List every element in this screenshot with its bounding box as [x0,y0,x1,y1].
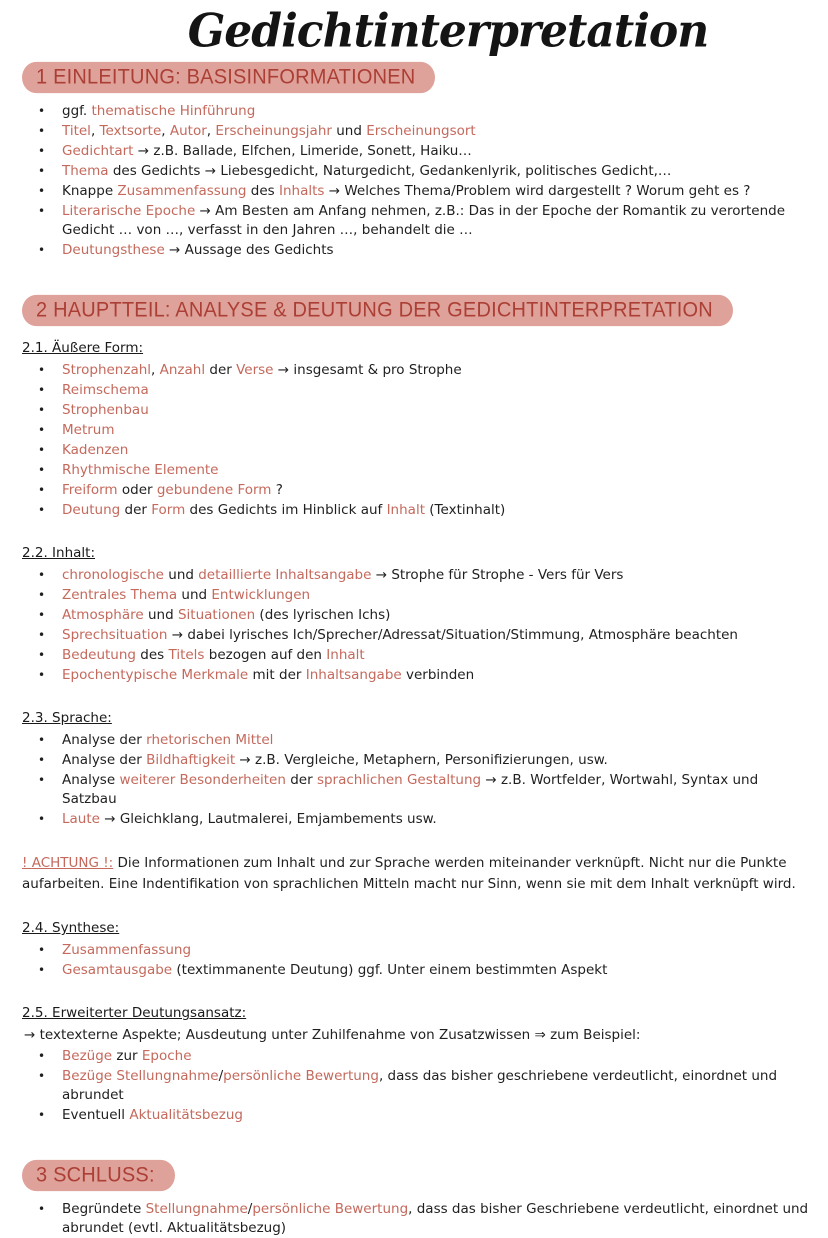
text-segment: (des lyrischen Ichs) [255,607,391,623]
text-segment: Inhaltsangabe [305,667,402,683]
subsection-title: 2.1. Äußere Form: [22,340,144,356]
section-hauptteil [22,296,814,1125]
text-segment: Atmosphäre [62,607,144,623]
text-segment: chronologische [62,567,164,583]
text-segment: Kadenzen [62,442,129,458]
text-segment: und [177,587,212,603]
text-segment: ? [271,482,283,498]
text-segment: → insgesamt & pro Strophe [273,362,462,378]
section-heading-highlight: 1 EINLEITUNG: BASISINFORMATIONEN [22,62,435,93]
text-segment: thematische Hinführung [91,103,256,119]
text-segment: Analyse der [62,752,147,768]
list-item [22,361,814,380]
text-segment: Anzahl [159,362,206,378]
bullet-list [22,102,814,260]
text-segment: Stellungnahme [145,1201,248,1217]
text-segment: bezogen auf den [204,647,327,663]
text-segment: Analyse der [62,732,147,748]
text-segment: Verse [236,362,274,378]
text-segment: des Gedichts → Liebesgedicht, Naturgedicht, Gedankenlyrik, politisches Gedicht,… [108,163,672,179]
text-segment: Zusammenfassung [117,183,247,199]
list-item [22,646,814,665]
list-item [22,751,814,770]
list-item [22,666,814,685]
text-segment: der [285,772,317,788]
list-item [22,481,814,500]
list-item [22,162,814,181]
section-einleitung [22,63,814,260]
text-segment: persönliche Bewertung [252,1201,409,1217]
text-segment: der [205,362,237,378]
text-segment: Analyse [62,772,120,788]
attention-note [22,853,814,895]
text-segment: Epoche [141,1048,192,1064]
list-item [22,1200,814,1238]
list-item [22,102,814,121]
text-segment: und [163,567,199,583]
list-item [22,731,814,750]
text-segment: Freiform [62,482,118,498]
section-heading-highlight: 2 HAUPTTEIL: ANALYSE & DEUTUNG DER GEDICHTINTERPRETATION [22,295,733,326]
text-segment: (textimmanente Deutung) ggf. Unter einem bestimmten Aspekt [172,962,608,978]
text-segment: Situationen [177,607,256,623]
text-segment: Die Informationen zum Inhalt und zur Sprache werden miteinander verknüpft. Nicht nur die Punkte aufarbeiten. Eine Indentifikation von sprachlichen Mitteln macht nur Sinn, wenn sie mit dem Inhalt verknüpft wird. [22,855,796,892]
text-segment: des [246,183,279,199]
list-item [22,1106,814,1125]
text-segment: verbinden [401,667,475,683]
list-item [22,441,814,460]
text-segment: → textexterne Aspekte; Ausdeutung unter Zuhilfenahme von Zusatzwissen ⇒ zum Beispiel: [24,1027,641,1043]
text-segment: des Gedichts im Hinblick auf [185,502,387,518]
text-segment: mit der [248,667,306,683]
text-segment: Inhalts [278,183,325,199]
sections [22,63,814,1238]
text-segment: Literarische Epoche [62,203,196,219]
subsection-title: 2.3. Sprache: [22,710,112,726]
text-segment: Rhythmische Elemente [62,462,219,478]
list-item [22,461,814,480]
page-title: Gedichtinterpretation [187,4,709,59]
text-segment: Laute [62,811,100,827]
text-segment: Form [151,502,186,518]
list-item [22,566,814,585]
list-item [22,142,814,161]
list-item [22,941,814,960]
bullet-list [22,731,814,829]
text-segment: Zentrales Thema [62,587,178,603]
text-segment: detaillierte Inhaltsangabe [198,567,372,583]
list-item [22,381,814,400]
text-segment: Epochentypische Merkmale [62,667,249,683]
text-segment: Knappe [62,183,118,199]
list-item [22,1067,814,1105]
text-segment: → Strophe für Strophe - Vers für Vers [371,567,624,583]
text-segment: Inhalt [386,502,425,518]
list-item [22,1047,814,1066]
text-segment: oder [117,482,157,498]
text-segment: Thema [62,163,109,179]
bullet-list [22,1047,814,1125]
arrow-lead-line [24,1026,814,1045]
list-item [22,810,814,829]
text-segment: , [151,362,160,378]
text-segment: des [135,647,169,663]
text-segment: rhetorischen Mittel [146,732,274,748]
subsection-title: 2.5. Erweiterter Deutungsansatz: [22,1005,247,1021]
text-segment: Deutung [62,502,121,518]
text-segment: → Welches Thema/Problem wird dargestellt ? Worum geht es ? [324,183,751,199]
text-segment: ! ACHTUNG !: [22,855,114,871]
text-segment: Titel [62,123,91,139]
text-segment: → dabei lyrisches Ich/Sprecher/Adressat/Situation/Stimmung, Atmosphäre beachten [167,627,738,643]
bullet-list [22,361,814,520]
list-item [22,771,814,809]
bullet-list [22,566,814,685]
text-segment: , [206,123,216,139]
text-segment: Sprechsituation [62,627,168,643]
text-segment: Erscheinungsjahr [215,123,332,139]
text-segment: Begründete [62,1201,146,1217]
list-item [22,606,814,625]
list-item [22,202,810,240]
text-segment: Inhalt [326,647,365,663]
text-segment: , dass das bisher Geschriebene verdeutlicht, einordnet und abrundet (evtl. Aktualitätsbezug) [62,1201,809,1236]
text-segment: Aktualitätsbezug [129,1107,243,1123]
list-item [22,122,814,141]
text-segment: Zusammenfassung [62,942,192,958]
list-item [22,501,814,520]
text-segment: → Am Besten am Anfang nehmen, z.B.: Das in der Epoche der Romantik zu verortende Gedicht … von …, verfasst in den Jahren …, behandelt die … [62,203,786,238]
text-segment: Strophenzahl [62,362,152,378]
text-segment: Gedichtart [62,143,134,159]
list-item [22,401,814,420]
text-segment: / [218,1068,224,1084]
bullet-list [22,1200,814,1238]
text-segment: Textsorte [99,123,162,139]
text-segment: Gesamtausgabe [62,962,173,978]
list-item [22,421,814,440]
text-segment: Bezüge [62,1048,113,1064]
text-segment: Autor [169,123,207,139]
text-segment: Strophenbau [62,402,149,418]
text-segment: Bezüge Stellungnahme [62,1068,219,1084]
text-segment: Eventuell [62,1107,130,1123]
subsection-title: 2.4. Synthese: [22,920,120,936]
text-segment: , dass das bisher geschriebene verdeutlicht, einordnet und abrundet [62,1068,778,1103]
text-segment: Reimschema [62,382,149,398]
text-segment: Titels [168,647,205,663]
text-segment: → z.B. Wortfelder, Wortwahl, Syntax und Satzbau [62,772,759,807]
text-segment: Bildhaftigkeit [146,752,236,768]
section-heading-highlight: 3 SCHLUSS: [22,1160,175,1191]
text-segment: Erscheinungsort [366,123,476,139]
text-segment: → Aussage des Gedichts [164,242,334,258]
text-segment: und [143,607,178,623]
list-item [22,241,814,260]
list-item [22,182,814,201]
list-item [22,626,814,645]
text-segment: ggf. [62,103,92,119]
text-segment: → z.B. Ballade, Elfchen, Limeride, Sonett, Haiku… [133,143,472,159]
text-segment: Entwicklungen [211,587,311,603]
text-segment: gebundene Form [156,482,272,498]
text-segment: Bedeutung [62,647,136,663]
text-segment: → Gleichklang, Lautmalerei, Emjambements usw. [99,811,437,827]
text-segment: / [247,1201,253,1217]
bullet-list [22,941,814,980]
text-segment: → z.B. Vergleiche, Metaphern, Personifizierungen, usw. [235,752,608,768]
list-item [22,961,814,980]
text-segment: persönliche Bewertung [223,1068,379,1084]
text-segment: sprachlichen Gestaltung [316,772,482,788]
text-segment: und [331,123,367,139]
text-segment: Deutungsthese [62,242,165,258]
text-segment: zur [112,1048,142,1064]
text-segment: (Textinhalt) [425,502,506,518]
text-segment: , [90,123,100,139]
text-segment: , [161,123,170,139]
section-schluss [22,1161,814,1238]
text-segment: Metrum [62,422,115,438]
text-segment: weiterer Besonderheiten [119,772,286,788]
list-item [22,586,814,605]
subsection-title: 2.2. Inhalt: [22,545,96,561]
text-segment: der [120,502,152,518]
